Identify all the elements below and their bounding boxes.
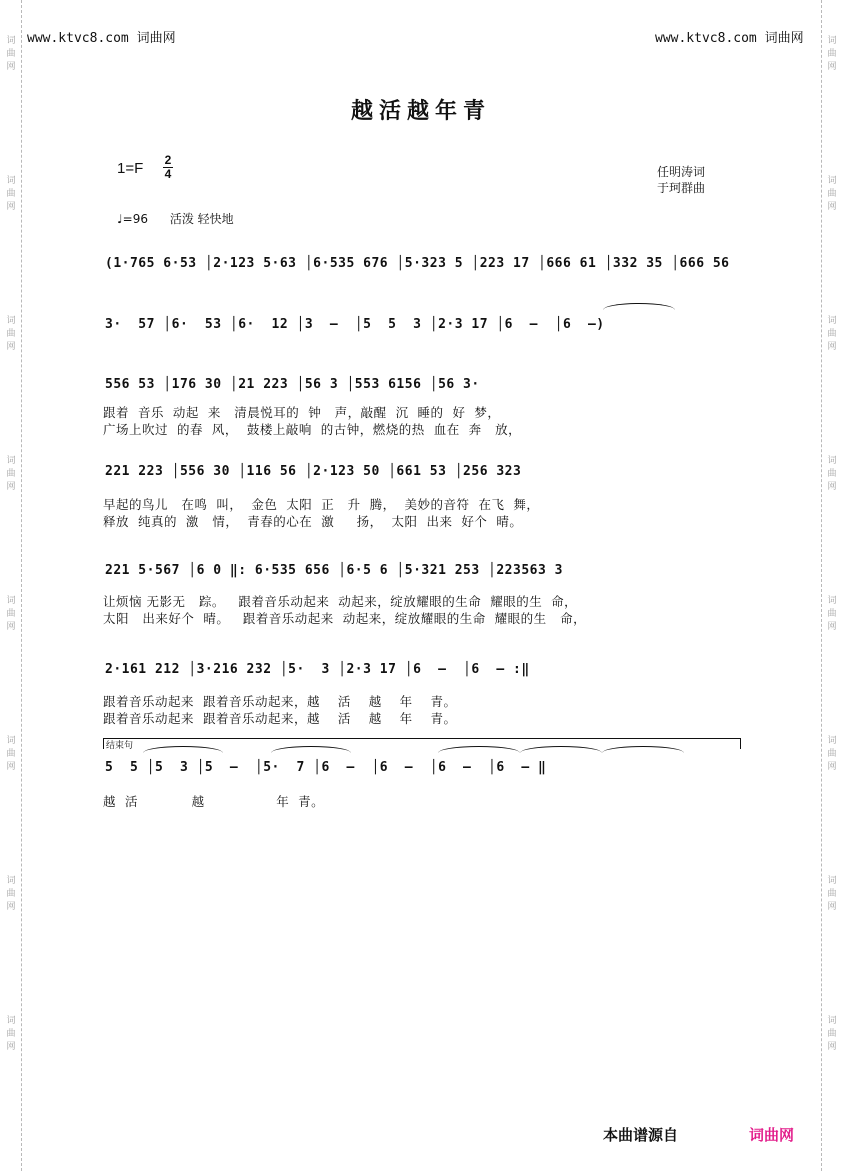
- tie-arc: [520, 746, 602, 753]
- watermark-text: 词曲网: [827, 736, 837, 772]
- watermark-text: 词曲网: [6, 176, 16, 212]
- site-url-left[interactable]: www.ktvc8.com 词曲网: [27, 31, 176, 46]
- watermark-text: 词曲网: [6, 316, 16, 352]
- watermark-text: 词曲网: [6, 36, 16, 72]
- watermark-text: 词曲网: [6, 1016, 16, 1052]
- tie-arc: [602, 746, 684, 753]
- score-system: [103, 563, 739, 626]
- watermark-text: 词曲网: [6, 876, 16, 912]
- lyric-line-1: 越 活 越 年 青。: [103, 794, 325, 809]
- score-system: [103, 377, 739, 437]
- source-site-link[interactable]: 词曲网: [749, 1126, 795, 1144]
- tie-arc: [603, 303, 675, 310]
- notation-line: 556 53 │176 30 │21 223 │56 3 │553 6156 │56 3·: [105, 377, 480, 392]
- source-label: 本曲谱源自: [603, 1126, 679, 1144]
- tie-arc: [143, 746, 223, 753]
- lyric-line-2: 释放 纯真的 激 情， 青春的心在 激 扬， 太阳 出来 好个 晴。: [103, 514, 523, 529]
- left-margin-rule: [21, 0, 22, 1171]
- lyricist-credit: 任明涛词: [657, 165, 706, 179]
- watermark-text: 词曲网: [6, 736, 16, 772]
- right-margin-rule: [821, 0, 822, 1171]
- tempo-value: ♩=96: [117, 212, 148, 226]
- site-url-right[interactable]: www.ktvc8.com 词曲网: [655, 31, 804, 46]
- tempo-marking: [117, 210, 234, 227]
- notation-line: 221 223 │556 30 │116 56 │2·123 50 │661 53 │256 323: [105, 464, 522, 479]
- watermark-text: 词曲网: [6, 456, 16, 492]
- notation-line: 2·161 212 │3·216 232 │5· 3 │2·3 17 │6 – │6 – :‖: [105, 662, 530, 677]
- watermark-text: 词曲网: [827, 1016, 837, 1052]
- notation-line: (1·765 6·53 │2·123 5·63 │6·535 676 │5·323 5 │223 17 │666 61 │332 35 │666 56: [105, 256, 730, 271]
- watermark-text: 词曲网: [827, 36, 837, 72]
- lyric-line-2: 太阳 出来好个 晴。 跟着音乐动起来 动起来，绽放耀眼的生命 耀眼的生 命，: [103, 611, 587, 626]
- lyric-line-2: 广场上吹过 的春 风， 鼓楼上敲响 的古钟，燃烧的热 血在 奔 放，: [103, 422, 522, 437]
- song-title: 越活越年青: [350, 98, 491, 124]
- score-system: [103, 662, 739, 726]
- ending-label: 结束句: [106, 741, 134, 751]
- score-system: [103, 256, 739, 280]
- lyric-line-1: 跟着音乐动起来 跟着音乐动起来，越 活 越 年 青。: [103, 694, 457, 709]
- watermark-text: 词曲网: [827, 596, 837, 632]
- score-system: [103, 464, 739, 529]
- key-signature: 1=F: [117, 160, 144, 177]
- time-signature-bottom: 4: [164, 167, 172, 181]
- composer-credit: 于珂群曲: [657, 181, 706, 195]
- lyric-line-1: 让烦恼 无影无 踪。 跟着音乐动起来 动起来，绽放耀眼的生命 耀眼的生 命，: [103, 594, 578, 609]
- watermark-text: 词曲网: [827, 456, 837, 492]
- notation-line: 221 5·567 │6 0 ‖: 6·535 656 │6·5 6 │5·321 253 │223563 3: [105, 563, 563, 578]
- expression-text: 活泼 轻快地: [169, 212, 234, 226]
- time-signature-top: 2: [164, 153, 172, 167]
- score-system: [103, 760, 739, 820]
- score-system: [103, 317, 739, 341]
- watermark-text: 词曲网: [827, 316, 837, 352]
- notation-line: 3· 57 │6· 53 │6· 12 │3 – │5 5 3 │2·3 17 │6 – │6 –): [105, 317, 605, 332]
- watermark-text: 词曲网: [6, 596, 16, 632]
- lyric-line-1: 跟着 音乐 动起 来 清晨悦耳的 钟 声，敲醒 沉 睡的 好 梦，: [103, 405, 501, 420]
- lyric-line-2: 跟着音乐动起来 跟着音乐动起来，越 活 越 年 青。: [103, 711, 457, 726]
- tie-arc: [271, 746, 351, 753]
- notation-line: 5 5 │5 3 │5 – │5· 7 │6 – │6 – │6 – │6 – ‖: [105, 760, 547, 775]
- watermark-text: 词曲网: [827, 176, 837, 212]
- watermark-text: 词曲网: [827, 876, 837, 912]
- lyric-line-1: 早起的鸟儿 在鸣 叫， 金色 太阳 正 升 腾， 美妙的音符 在飞 舞，: [103, 497, 540, 512]
- tie-arc: [438, 746, 520, 753]
- time-signature: [163, 154, 173, 181]
